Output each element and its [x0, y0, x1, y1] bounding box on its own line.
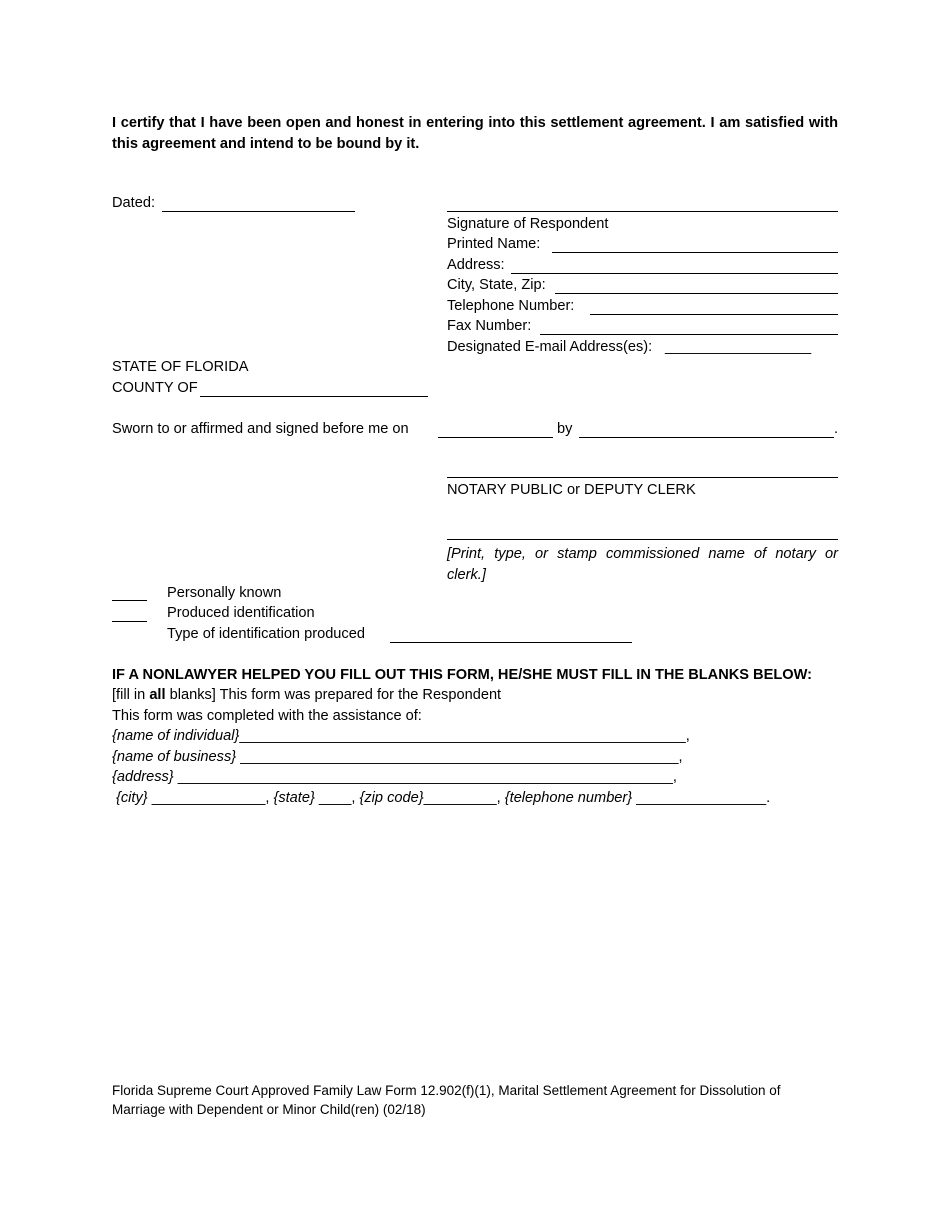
respondent-signature-line[interactable]	[447, 211, 838, 212]
fill-in-all-blanks-line	[112, 688, 501, 703]
sworn-text: Sworn to or affirmed and signed before me on	[112, 421, 409, 437]
nonlawyer-zip-field[interactable]: _________	[423, 790, 497, 806]
fill-all-emphasis: all	[149, 687, 166, 703]
dated-field[interactable]	[162, 211, 355, 212]
fill-prefix: [fill in	[112, 687, 150, 703]
produced-identification-label: Produced identification	[167, 605, 315, 621]
sworn-date-field[interactable]	[438, 437, 553, 438]
nonlawyer-city-label: {city}	[116, 790, 148, 806]
city-state-zip-field[interactable]	[555, 293, 838, 294]
telephone-number-field[interactable]	[590, 314, 838, 315]
dated-label: Dated:	[112, 195, 155, 211]
email-address-field[interactable]: __________________	[665, 339, 812, 355]
nonlawyer-address-label: {address}	[112, 769, 174, 785]
printed-name-label: Printed Name:	[447, 236, 541, 252]
form-footer: Florida Supreme Court Approved Family Law Form 12.902(f)(1), Marital Settlement Agreement for Dissolution of Marriage with Dependent or Minor Child(ren) (02/18)	[112, 1083, 781, 1117]
nonlawyer-telephone-field[interactable]: ________________.	[636, 790, 771, 806]
address-label: Address:	[447, 257, 505, 273]
city-state-zip-label: City, State, Zip:	[447, 277, 546, 293]
notary-printed-name-line[interactable]	[447, 539, 838, 540]
name-of-business-row	[112, 750, 683, 765]
fill-suffix: blanks] This form was prepared for the Respondent	[165, 687, 502, 703]
nonlawyer-address-field[interactable]: _____________________________________________________________,	[177, 769, 677, 785]
telephone-number-label: Telephone Number:	[447, 298, 575, 314]
email-address-label: Designated E-mail Address(es):	[447, 339, 653, 355]
name-of-individual-field[interactable]: _______________________________________________________,	[239, 728, 690, 744]
fax-number-field[interactable]	[540, 334, 838, 335]
type-of-identification-label: Type of identification produced	[167, 626, 365, 642]
address-field[interactable]	[511, 273, 838, 274]
nonlawyer-zip-label: {zip code}	[359, 790, 424, 806]
nonlawyer-state-label: {state}	[273, 790, 315, 806]
certification-statement: I certify that I have been open and honest in entering into this settlement agreement. I am satisfied with this agreement and intend to be bound by it.	[112, 115, 838, 152]
produced-identification-checkbox[interactable]	[112, 621, 147, 622]
completed-with-assistance: This form was completed with the assistance of:	[112, 708, 422, 724]
notary-signature-line[interactable]	[447, 477, 838, 478]
personally-known-label: Personally known	[167, 585, 282, 601]
fax-number-label: Fax Number:	[447, 318, 532, 334]
county-of-label: COUNTY OF	[112, 380, 198, 396]
nonlawyer-state-field[interactable]: ____	[318, 790, 352, 806]
name-of-business-label: {name of business}	[112, 749, 237, 765]
address-row	[112, 770, 677, 785]
notary-title: NOTARY PUBLIC or DEPUTY CLERK	[447, 482, 696, 498]
name-of-individual-label: {name of individual}	[112, 728, 240, 744]
print-name-note: [Print, type, or stamp commissioned name of notary or clerk.]	[447, 546, 838, 583]
nonlawyer-heading: IF A NONLAWYER HELPED YOU FILL OUT THIS FORM, HE/SHE MUST FILL IN THE BLANKS BELOW:	[112, 667, 812, 683]
city-state-zip-phone-row: {city} ______________, {state} ____, {zip code}_________, {telephone number} ________________.	[116, 790, 771, 806]
name-of-business-field[interactable]: ______________________________________________________,	[240, 749, 683, 765]
personally-known-checkbox[interactable]	[112, 600, 147, 601]
signature-of-respondent-label: Signature of Respondent	[447, 216, 609, 232]
nonlawyer-city-field[interactable]: ______________	[151, 790, 266, 806]
by-label: by	[557, 421, 573, 437]
sworn-period: .	[834, 421, 839, 437]
county-field[interactable]	[200, 396, 428, 397]
type-of-identification-field[interactable]	[390, 642, 632, 643]
sworn-by-field[interactable]	[579, 437, 834, 438]
state-of-florida: STATE OF FLORIDA	[112, 359, 249, 375]
nonlawyer-telephone-label: {telephone number}	[504, 790, 633, 806]
name-of-individual-row	[112, 729, 690, 744]
printed-name-field[interactable]	[552, 252, 838, 253]
